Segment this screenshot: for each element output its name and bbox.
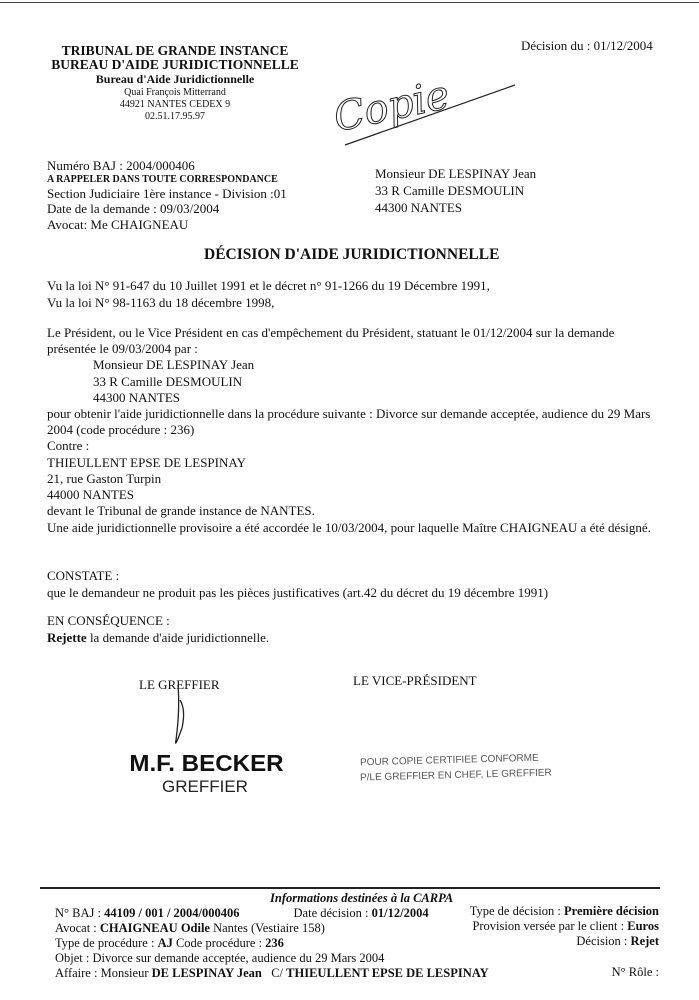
applicant-city: 44300 NANTES: [93, 389, 181, 405]
chief-clerk-stamp: P/LE GREFFIER EN CHEF, LE GREFFIER: [359, 767, 552, 784]
carpa-code: 236: [265, 936, 284, 950]
carpa-party: DE LESPINAY Jean: [151, 966, 262, 980]
legal-basis: [47, 277, 490, 311]
greffier-name-stamp: M.F. BECKER: [129, 750, 284, 776]
opponent-name: THIEULLENT EPSE DE LESPINAY: [47, 454, 246, 470]
greffier-role-stamp: GREFFIER: [162, 777, 248, 796]
certified-copy-stamp: POUR COPIE CERTIFIEE CONFORME: [359, 752, 539, 769]
carpa-vestiaire: Nantes (Vestiaire 158): [209, 921, 325, 935]
law-ref-2: Vu la loi N° 98-1163 du 18 décembre 1998,: [47, 295, 275, 310]
document-title: DÉCISION D'AIDE JURIDICTIONNELLE: [204, 246, 500, 263]
label: Avocat :: [55, 921, 100, 935]
court-info: [47, 503, 651, 536]
reference-block: [47, 158, 287, 232]
decision-body: [47, 325, 650, 503]
label: Date décision :: [293, 906, 372, 920]
carpa-right: [470, 904, 659, 980]
signature: [160, 680, 200, 755]
section: Section Judiciaire 1ère instance - Division :01: [47, 185, 287, 201]
carpa-decision: Rejet: [630, 934, 659, 948]
court-name: TRIBUNAL DE GRANDE INSTANCE: [61, 43, 289, 58]
carpa-title: Informations destinées à la CARPA: [270, 891, 454, 905]
carpa-baj: 44109 / 001 / 2004/000406: [104, 906, 240, 920]
body-line: 2004 (code procédure : 236): [47, 422, 195, 438]
carpa-provision: Euros: [627, 919, 659, 933]
address2: 44921 NANTES CEDEX 9: [119, 99, 231, 110]
label: Code procédure :: [172, 936, 266, 950]
body-line: Le Président, ou le Vice Président en cas d'empêchement du Président, statuant le 01/12/2004 sur la demande: [47, 325, 615, 340]
contre-label: Contre :: [47, 438, 90, 454]
label: Type de décision :: [469, 904, 564, 918]
label: Décision :: [576, 934, 631, 948]
constate-text: que le demandeur ne produit pas les pièces justificatives (art.42 du décret du 19 décembre 1991): [47, 584, 549, 600]
label: N° BAJ :: [55, 906, 105, 920]
decision-date: Décision du : 01/12/2004: [521, 38, 653, 53]
opponent-street: 21, rue Gaston Turpin: [47, 470, 162, 486]
label: Provision versée par le client :: [472, 919, 628, 933]
conclusion: [47, 613, 269, 646]
carpa-left: [55, 906, 489, 981]
label: Type de procédure :: [55, 936, 158, 950]
recipient-name: Monsieur DE LESPINAY Jean: [375, 166, 537, 181]
carpa-opponent: THIEULLENT EPSE DE LESPINAY: [286, 966, 489, 980]
rejette-word: Rejette: [47, 629, 87, 645]
court-header: [40, 44, 310, 123]
vice-president-label: LE VICE-PRÉSIDENT: [353, 673, 477, 688]
carpa-role: N° Rôle :: [611, 965, 659, 979]
applicant-street: 33 R Camille DESMOULIN: [93, 373, 243, 389]
recipient-address: [375, 165, 536, 216]
bureau-caps: BUREAU D'AIDE JURIDICTIONNELLE: [51, 57, 299, 72]
label: Affaire : Monsieur: [55, 966, 152, 980]
body-line: devant le Tribunal de grande instance de NANTES.: [47, 503, 315, 518]
carpa-type: AJ: [157, 936, 173, 950]
divider: [40, 887, 660, 889]
recipient-city: 44300 NANTES: [375, 200, 463, 215]
label: C/: [261, 966, 287, 980]
lawyer: Avocat: Me CHAIGNEAU: [47, 216, 189, 232]
applicant-name: Monsieur DE LESPINAY Jean: [93, 357, 255, 373]
constate-heading: CONSTATE :: [47, 568, 120, 583]
opponent-city: 44000 NANTES: [47, 487, 135, 503]
rejette-text: la demande d'aide juridictionnelle.: [86, 629, 270, 645]
carpa-object: Objet : Divorce sur demande acceptée, audience du 29 Mars 2004: [55, 951, 385, 965]
carpa-date: 01/12/2004: [371, 906, 429, 920]
scan-edge: [0, 2, 699, 3]
law-ref-1: Vu la loi N° 91-647 du 10 Juillet 1991 et le décret n° 91-1266 du 19 Décembre 1991,: [47, 278, 490, 293]
bureau: Bureau d'Aide Juridictionnelle: [95, 72, 255, 86]
consequence-heading: EN CONSÉQUENCE :: [47, 613, 170, 628]
baj-number: Numéro BAJ : 2004/000406: [47, 158, 195, 173]
request-date: Date de la demande : 09/03/2004: [47, 201, 220, 216]
copie-handwriting: [330, 65, 520, 155]
recipient-street: 33 R Camille DESMOULIN: [375, 183, 525, 198]
phone: 02.51.17.95.97: [145, 111, 205, 122]
address1: Quai François Mitterrand: [124, 87, 226, 98]
greffier-label: LE GREFFIER: [139, 677, 220, 692]
findings: [47, 568, 548, 601]
body-line: Une aide juridictionnelle provisoire a été accordée le 10/03/2004, pour laquelle Maître CHAIGNEAU a été désigné.: [47, 519, 651, 535]
recall-note: A RAPPELER DANS TOUTE CORRESPONDANCE: [47, 173, 278, 185]
carpa-decision-type: Première décision: [564, 904, 659, 918]
carpa-lawyer: CHAIGNEAU Odile: [99, 921, 210, 935]
body-line: présentée le 09/03/2004 par :: [47, 341, 198, 357]
svg-text:Copie: Copie: [330, 71, 454, 142]
body-line: pour obtenir l'aide juridictionnelle dans la procédure suivante : Divorce sur demande acceptée, audience du 29 Mars: [47, 406, 651, 422]
